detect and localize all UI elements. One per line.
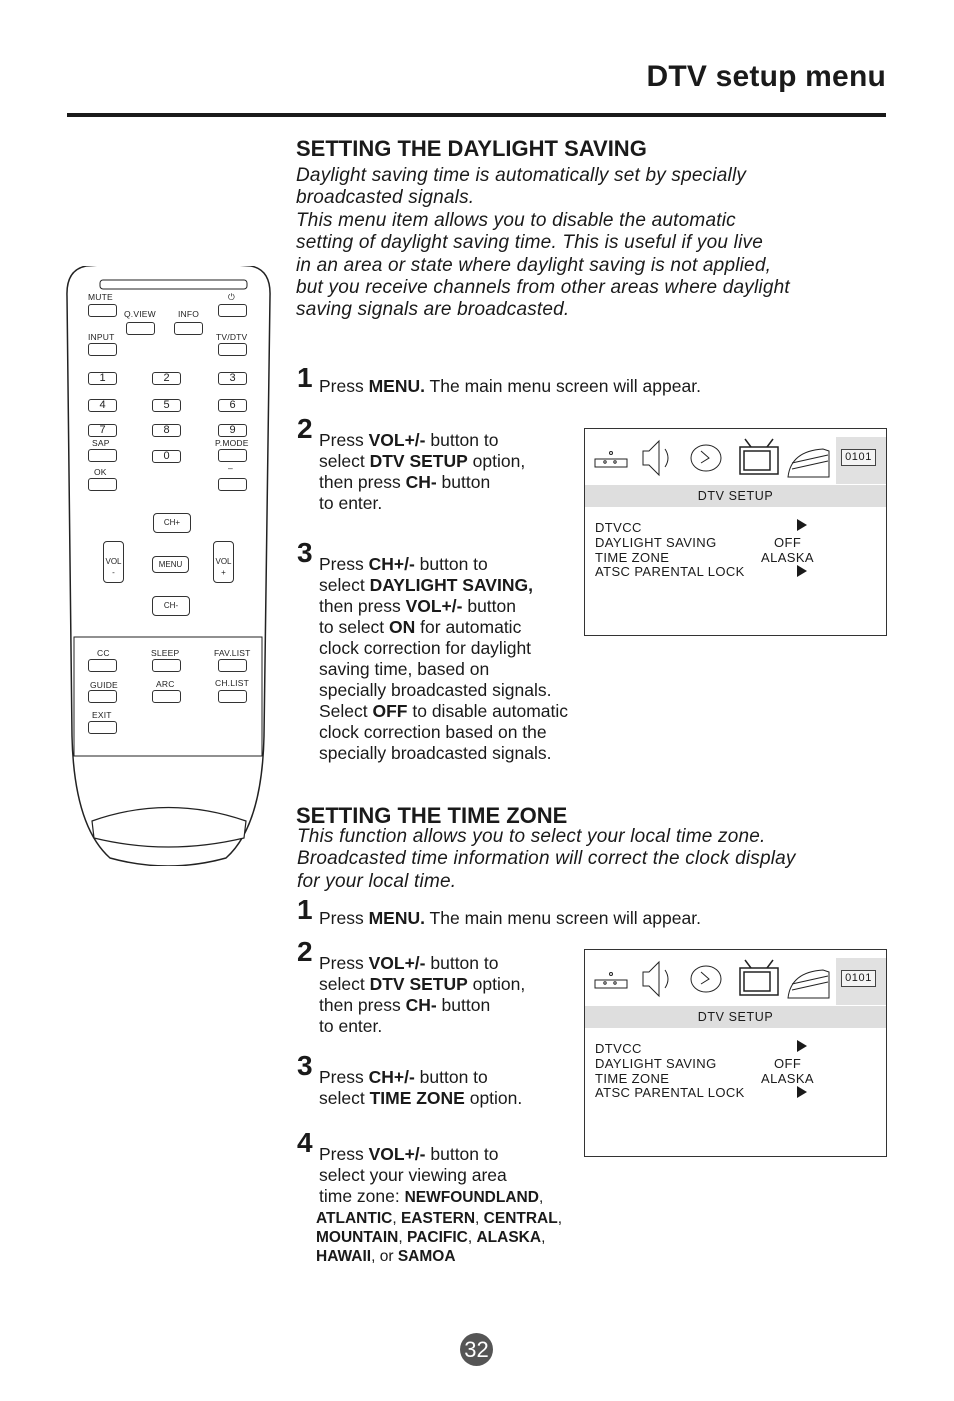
osd-value-time-zone: ALASKA [761, 550, 814, 565]
step-line: Press CH+/- button to [319, 554, 488, 574]
step-line: then press VOL+/- button [319, 596, 516, 616]
step-1-time-zone [297, 894, 701, 929]
guide-label: GUIDE [90, 680, 118, 690]
step-line: Press VOL+/- button to [319, 1144, 499, 1164]
clock-icon [691, 445, 721, 471]
osd-row-daylight-saving: DAYLIGHT SAVING [595, 535, 717, 550]
volume-up-label: VOL [215, 557, 232, 566]
osd-value-daylight-saving: OFF [774, 535, 802, 550]
time-zone-line: MOUNTAIN, PACIFIC, ALASKA, [316, 1229, 546, 1246]
step-line: specially broadcasted signals. [319, 743, 552, 763]
digit-1-button[interactable]: 1 [88, 372, 117, 385]
guide-button[interactable] [88, 690, 117, 703]
arrow-right-icon [797, 1040, 807, 1052]
tv-icon [740, 439, 778, 474]
step-number: 3 [297, 537, 313, 568]
volume-up-button[interactable] [213, 541, 234, 583]
step-2-time-zone [297, 936, 526, 1037]
digit-3-button[interactable]: 3 [218, 372, 247, 385]
volume-up-sign: + [221, 568, 226, 577]
section-intro-time-zone [297, 826, 796, 893]
step-text: Press MENU. The main menu screen will appear. [319, 908, 701, 928]
volume-down-sign: - [112, 568, 115, 577]
section-intro-daylight [296, 165, 790, 322]
intro-line: broadcasted signals. [296, 187, 475, 209]
dash-label: – [228, 463, 233, 473]
power-icon: ⏻ [228, 292, 235, 302]
osd-row-daylight-saving: DAYLIGHT SAVING [595, 1056, 717, 1071]
step-line: Press CH+/- button to [319, 1067, 488, 1087]
osd-menu-screen [584, 428, 887, 636]
input-label: INPUT [88, 332, 115, 342]
chlist-label: CH.LIST [215, 678, 249, 688]
step-line: select DTV SETUP option, [319, 451, 526, 471]
qview-label: Q.VIEW [124, 309, 156, 319]
favlist-label: FAV.LIST [214, 648, 251, 658]
pmode-label: P.MODE [215, 438, 249, 448]
intro-line: but you receive channels from other areas where daylight [296, 277, 790, 299]
section-heading-daylight: SETTING THE DAYLIGHT SAVING [296, 136, 647, 161]
mute-label: MUTE [88, 292, 113, 302]
step-line: to enter. [319, 493, 383, 513]
volume-down-label: VOL [105, 557, 122, 566]
step-line: Press VOL+/- button to [319, 953, 499, 973]
step-number: 1 [297, 362, 313, 393]
power-button[interactable] [218, 304, 247, 317]
arc-label: ARC [156, 679, 175, 689]
sleep-button[interactable] [152, 659, 181, 672]
channel-up-button[interactable]: CH+ [153, 513, 191, 533]
favlist-button[interactable] [218, 659, 247, 672]
osd-menu-icons [585, 429, 835, 485]
page-number: 32 [460, 1333, 493, 1366]
osd-row-dtvcc: DTVCC [595, 1041, 642, 1056]
step-number: 2 [297, 936, 313, 967]
arrow-right-icon [797, 565, 807, 577]
mute-button[interactable] [88, 304, 117, 317]
remote-control [66, 266, 271, 866]
page-title: DTV setup menu [646, 60, 886, 93]
osd-row-parental-lock: ATSC PARENTAL LOCK [595, 1085, 745, 1100]
exit-label: EXIT [92, 710, 112, 720]
cc-label: CC [97, 648, 110, 658]
osd-row-time-zone: TIME ZONE [595, 1071, 670, 1086]
volume-down-button[interactable] [103, 541, 124, 583]
osd-menu-icons [585, 950, 835, 1006]
step-number: 2 [297, 413, 313, 444]
channel-down-button[interactable]: CH- [152, 596, 190, 616]
step-line: clock correction for daylight [319, 638, 532, 658]
step-line: clock correction based on the [319, 722, 547, 742]
osd-channel-code: 0101 [841, 449, 876, 466]
step-4-time-zone [297, 1127, 544, 1207]
digit-4-button[interactable]: 4 [88, 399, 117, 412]
step-line: Press VOL+/- button to [319, 430, 499, 450]
arc-button[interactable] [152, 690, 181, 703]
step-line: select DAYLIGHT SAVING, [319, 575, 533, 595]
intro-line: setting of daylight saving time. This is useful if you live [296, 232, 763, 254]
step-3-daylight [297, 537, 569, 764]
osd-header: DTV SETUP [585, 1006, 886, 1028]
settings-icon [788, 449, 829, 477]
time-zone-line: ATLANTIC, EASTERN, CENTRAL, [316, 1210, 563, 1227]
step-line: to select ON for automatic [319, 617, 522, 637]
cc-button[interactable] [88, 659, 117, 672]
step-text: Press MENU. The main menu screen will appear. [319, 376, 701, 396]
title-rule [67, 113, 886, 117]
qview-button[interactable] [126, 322, 155, 335]
sap-button[interactable] [88, 449, 117, 462]
step-line: saving time, based on [319, 659, 490, 679]
tv-icon [740, 960, 778, 995]
osd-channel-code: 0101 [841, 970, 876, 987]
sap-label: SAP [92, 438, 110, 448]
osd-row-parental-lock: ATSC PARENTAL LOCK [595, 564, 745, 579]
picture-icon [595, 452, 627, 468]
info-button[interactable] [174, 322, 203, 335]
arrow-right-icon [797, 1086, 807, 1098]
step-line: then press CH- button [319, 995, 491, 1015]
intro-line: This function allows you to select your local time zone. [297, 826, 766, 847]
digit-0-button[interactable]: 0 [152, 450, 181, 463]
digit-6-button[interactable]: 6 [218, 399, 247, 412]
digit-5-button[interactable]: 5 [152, 399, 181, 412]
step-line: specially broadcasted signals. [319, 680, 552, 700]
tvdtv-button[interactable] [218, 343, 247, 356]
step-line: time zone: NEWFOUNDLAND, [319, 1186, 544, 1206]
intro-line: for your local time. [297, 870, 457, 892]
digit-8-button[interactable]: 8 [152, 424, 181, 437]
step-number: 4 [297, 1127, 313, 1158]
speaker-icon [643, 962, 668, 996]
info-label: INFO [178, 309, 200, 319]
dash-button[interactable] [218, 478, 247, 491]
intro-line: This menu item allows you to disable the automatic [296, 209, 736, 231]
step-line: then press CH- button [319, 472, 491, 492]
step-line: select TIME ZONE option. [319, 1088, 523, 1108]
chlist-button[interactable] [218, 690, 247, 703]
digit-7-button[interactable]: 7 [88, 424, 117, 437]
speaker-icon [643, 441, 668, 475]
arrow-right-icon [797, 519, 807, 531]
osd-menu-screen [584, 949, 887, 1157]
digit-9-button[interactable]: 9 [218, 424, 247, 437]
intro-line: Daylight saving time is automatically set by specially [296, 165, 747, 186]
step-line: select DTV SETUP option, [319, 974, 526, 994]
picture-icon [595, 973, 627, 989]
settings-icon [788, 970, 829, 998]
osd-value-daylight-saving: OFF [774, 1056, 802, 1071]
step-line: to enter. [319, 1016, 383, 1036]
step-3-time-zone [297, 1050, 523, 1109]
intro-line: in an area or state where daylight saving is not applied, [296, 254, 772, 276]
ok-label: OK [94, 467, 107, 477]
osd-row-dtvcc: DTVCC [595, 520, 642, 535]
osd-value-time-zone: ALASKA [761, 1071, 814, 1086]
step-number: 3 [297, 1050, 313, 1081]
section-heading-time-zone: SETTING THE TIME ZONE [296, 803, 568, 828]
digit-2-button[interactable]: 2 [152, 372, 181, 385]
time-zone-list [316, 1209, 562, 1266]
osd-header: DTV SETUP [585, 485, 886, 507]
time-zone-line: HAWAII, or SAMOA [316, 1248, 456, 1265]
ok-button[interactable] [88, 478, 117, 491]
step-number: 1 [297, 894, 313, 925]
input-button[interactable] [88, 343, 117, 356]
intro-line: Broadcasted time information will correct the clock display [297, 848, 796, 870]
exit-button[interactable] [88, 721, 117, 734]
menu-button[interactable]: MENU [152, 556, 189, 573]
clock-icon [691, 966, 721, 992]
step-line: Select OFF to disable automatic [319, 701, 569, 721]
step-2-daylight [297, 413, 526, 514]
tvdtv-label: TV/DTV [216, 332, 248, 342]
step-1-daylight [297, 362, 701, 397]
step-line: select your viewing area [319, 1165, 507, 1185]
intro-line: saving signals are broadcasted. [296, 299, 570, 321]
sleep-label: SLEEP [151, 648, 180, 658]
osd-row-time-zone: TIME ZONE [595, 550, 670, 565]
pmode-button[interactable] [218, 449, 247, 462]
